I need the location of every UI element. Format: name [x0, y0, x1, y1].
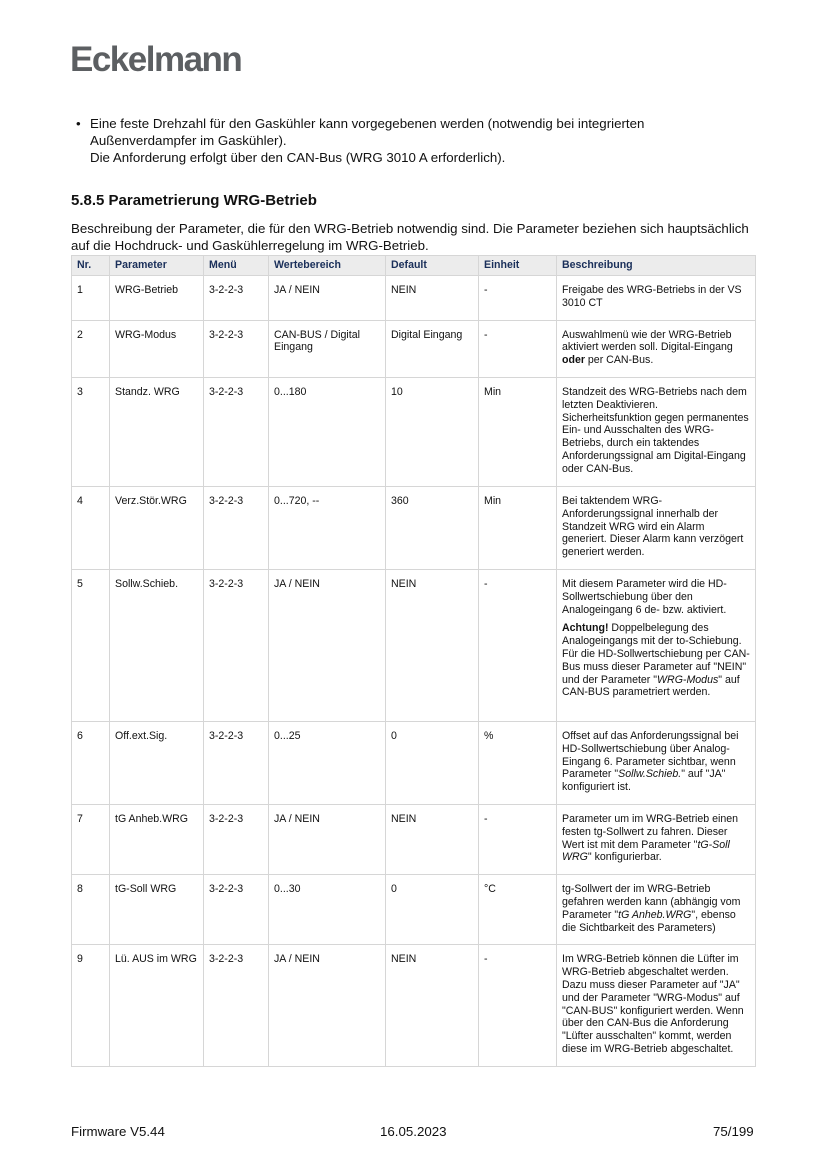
description-paragraph [562, 883, 750, 934]
table-header-row [72, 256, 756, 276]
cell-range: JA / NEIN [269, 569, 386, 721]
cell-param: Sollw.Schieb. [110, 569, 204, 721]
table-row [72, 875, 756, 945]
footer-date: 16.05.2023 [380, 1124, 447, 1139]
cell-menu: 3-2-2-3 [204, 875, 269, 945]
description-text: Bei taktendem WRG-Anforderungssignal innerhalb der Standzeit WRG wird ein Alarm generiert. Dieser Alarm kann verzögert generiert werden. [562, 494, 744, 559]
cell-unit: Min [479, 486, 557, 569]
cell-menu: 3-2-2-3 [204, 276, 269, 321]
description-text: WRG-Modus [657, 673, 719, 686]
description-text: Parameter um im WRG-Betrieb einen festen tg-Sollwert zu fahren. Dieser Wert ist mit dem Parameter " [562, 812, 739, 851]
cell-param: Verz.Stör.WRG [110, 486, 204, 569]
column-header: Nr. [72, 256, 110, 276]
description-text: Offset auf das Anforderungssignal bei HD-Sollwertschiebung über Analog-Eingang 6. Parameter sichtbar, wenn Parameter " [562, 729, 739, 781]
cell-menu: 3-2-2-3 [204, 320, 269, 377]
description-text: Im WRG-Betrieb können die Lüfter im WRG-Betrieb abgeschaltet werden. Dazu muss dieser Parameter auf "JA" und der Parameter "WRG-Modus" auf "CAN-BUS" konfiguriert werden. Wenn über den CAN-Bus die Anforderung "Lüfter ausschalten" kommt, werden diese im WRG-Betrieb abgeschaltet. [562, 953, 744, 1055]
description-text: Freigabe des WRG-Betriebs in der VS 3010 CT [562, 284, 742, 309]
description-text: " auf "JA" konfiguriert ist. [562, 768, 726, 794]
cell-param: tG-Soll WRG [110, 875, 204, 945]
cell-param: tG Anheb.WRG [110, 804, 204, 874]
description-text: Sollw.Schieb. [618, 768, 682, 781]
description-text: Auswahlmenü wie der WRG-Betrieb aktiviert werden soll. Digital-Eingang [562, 328, 733, 354]
column-header: Default [386, 256, 479, 276]
cell-nr: 8 [72, 875, 110, 945]
description-text: tG-Soll WRG [562, 838, 730, 864]
description-paragraph [562, 578, 750, 616]
bullet-line: Die Anforderung erfolgt über den CAN-Bus (WRG 3010 A erforderlich). [90, 150, 506, 165]
description-paragraph [562, 386, 750, 476]
cell-range: 0...30 [269, 875, 386, 945]
eckelmann-logo: Eckelmann [70, 40, 242, 79]
cell-menu: 3-2-2-3 [204, 377, 269, 486]
table-row [72, 721, 756, 804]
cell-default: NEIN [386, 945, 479, 1066]
parameter-table [71, 255, 756, 1067]
cell-description [557, 486, 756, 569]
cell-nr: 1 [72, 276, 110, 321]
cell-default: 360 [386, 486, 479, 569]
cell-menu: 3-2-2-3 [204, 569, 269, 721]
cell-default: NEIN [386, 569, 479, 721]
description-text: tg-Sollwert der im WRG-Betrieb gefahren werden kann (abhängig vom Parameter " [562, 883, 741, 921]
intro-paragraph: Beschreibung der Parameter, die für den WRG-Betrieb notwendig sind. Die Parameter beziehen sich hauptsächlich auf die Hochdruck- und Gaskühlerregelung im WRG-Betrieb. [71, 221, 749, 253]
cell-description [557, 875, 756, 945]
cell-menu: 3-2-2-3 [204, 721, 269, 804]
column-header: Parameter [110, 256, 204, 276]
table-row [72, 804, 756, 874]
cell-range: 0...720, -- [269, 486, 386, 569]
cell-param: WRG-Modus [110, 320, 204, 377]
bullet-line: Eine feste Drehzahl für den Gaskühler kann vorgegebenen werden (notwendig bei integrierten [90, 116, 645, 131]
cell-unit: % [479, 721, 557, 804]
table-row [72, 945, 756, 1066]
column-header: Einheit [479, 256, 557, 276]
cell-description [557, 377, 756, 486]
column-header: Menü [204, 256, 269, 276]
cell-default: 0 [386, 875, 479, 945]
section-heading: 5.8.5 Parametrierung WRG-Betrieb [71, 192, 317, 209]
description-text: " auf CAN-BUS parametriert werden. [562, 673, 740, 699]
bullet-icon: • [76, 116, 81, 131]
cell-unit: - [479, 320, 557, 377]
description-text: oder [562, 354, 585, 367]
cell-range: 0...25 [269, 721, 386, 804]
cell-description [557, 320, 756, 377]
cell-nr: 6 [72, 721, 110, 804]
footer-firmware: Firmware V5.44 [71, 1124, 165, 1139]
cell-unit: Min [479, 377, 557, 486]
cell-description [557, 945, 756, 1066]
description-paragraph [562, 329, 750, 367]
description-text: Mit diesem Parameter wird die HD-Sollwertschiebung über den Analogeingang 6 de- bzw. aktiviert. [562, 577, 727, 616]
cell-param: Standz. WRG [110, 377, 204, 486]
cell-default: Digital Eingang [386, 320, 479, 377]
cell-range: JA / NEIN [269, 804, 386, 874]
table-row [72, 486, 756, 569]
description-paragraph [562, 813, 750, 864]
cell-param: WRG-Betrieb [110, 276, 204, 321]
description-paragraph [562, 730, 750, 794]
cell-param: Lü. AUS im WRG [110, 945, 204, 1066]
description-text: Achtung! [562, 622, 609, 635]
cell-description [557, 721, 756, 804]
column-header: Beschreibung [557, 256, 756, 276]
table-row [72, 569, 756, 721]
cell-unit: - [479, 945, 557, 1066]
cell-description [557, 804, 756, 874]
cell-nr: 7 [72, 804, 110, 874]
cell-range: JA / NEIN [269, 945, 386, 1066]
cell-description [557, 569, 756, 721]
description-text: ", ebenso die Sichtbarkeit des Parameters) [562, 908, 736, 934]
description-text: " konfigurierbar. [587, 851, 662, 864]
footer-page-number: 75/199 [713, 1124, 754, 1139]
description-text: tG Anheb.WRG [618, 908, 692, 921]
description-paragraph [562, 495, 750, 559]
cell-unit: °C [479, 875, 557, 945]
description-paragraph [562, 953, 750, 1055]
cell-nr: 5 [72, 569, 110, 721]
table-row [72, 377, 756, 486]
cell-menu: 3-2-2-3 [204, 804, 269, 874]
cell-range: JA / NEIN [269, 276, 386, 321]
cell-unit: - [479, 569, 557, 721]
column-header: Wertebereich [269, 256, 386, 276]
cell-range: 0...180 [269, 377, 386, 486]
description-text: Standzeit des WRG-Betriebs nach dem letzten Deaktivieren. Sicherheitsfunktion gegen permanentes Ein- und Ausschalten des WRG-Betriebs, durch ein taktendes Anforderungssignal am Digital-Eingang oder CAN-Bus. [562, 385, 749, 475]
description-paragraph [562, 284, 750, 310]
cell-default: 10 [386, 377, 479, 486]
bullet-item [76, 115, 756, 166]
cell-nr: 3 [72, 377, 110, 486]
cell-nr: 4 [72, 486, 110, 569]
cell-default: NEIN [386, 276, 479, 321]
description-text: per CAN-Bus. [584, 354, 654, 367]
cell-param: Off.ext.Sig. [110, 721, 204, 804]
cell-unit: - [479, 276, 557, 321]
cell-default: NEIN [386, 804, 479, 874]
cell-menu: 3-2-2-3 [204, 945, 269, 1066]
table-row [72, 320, 756, 377]
cell-range: CAN-BUS / Digital Eingang [269, 320, 386, 377]
cell-menu: 3-2-2-3 [204, 486, 269, 569]
description-text: Doppelbelegung des Analogeingangs mit der to-Schiebung. Für die HD-Sollwertschiebung per CAN-Bus muss dieser Parameter auf "NEIN" und der Parameter " [562, 622, 750, 686]
cell-nr: 2 [72, 320, 110, 377]
cell-description [557, 276, 756, 321]
table-row [72, 276, 756, 321]
description-paragraph [562, 622, 750, 699]
bullet-line: Außenverdampfer im Gaskühler). [90, 133, 287, 148]
cell-unit: - [479, 804, 557, 874]
cell-nr: 9 [72, 945, 110, 1066]
cell-default: 0 [386, 721, 479, 804]
